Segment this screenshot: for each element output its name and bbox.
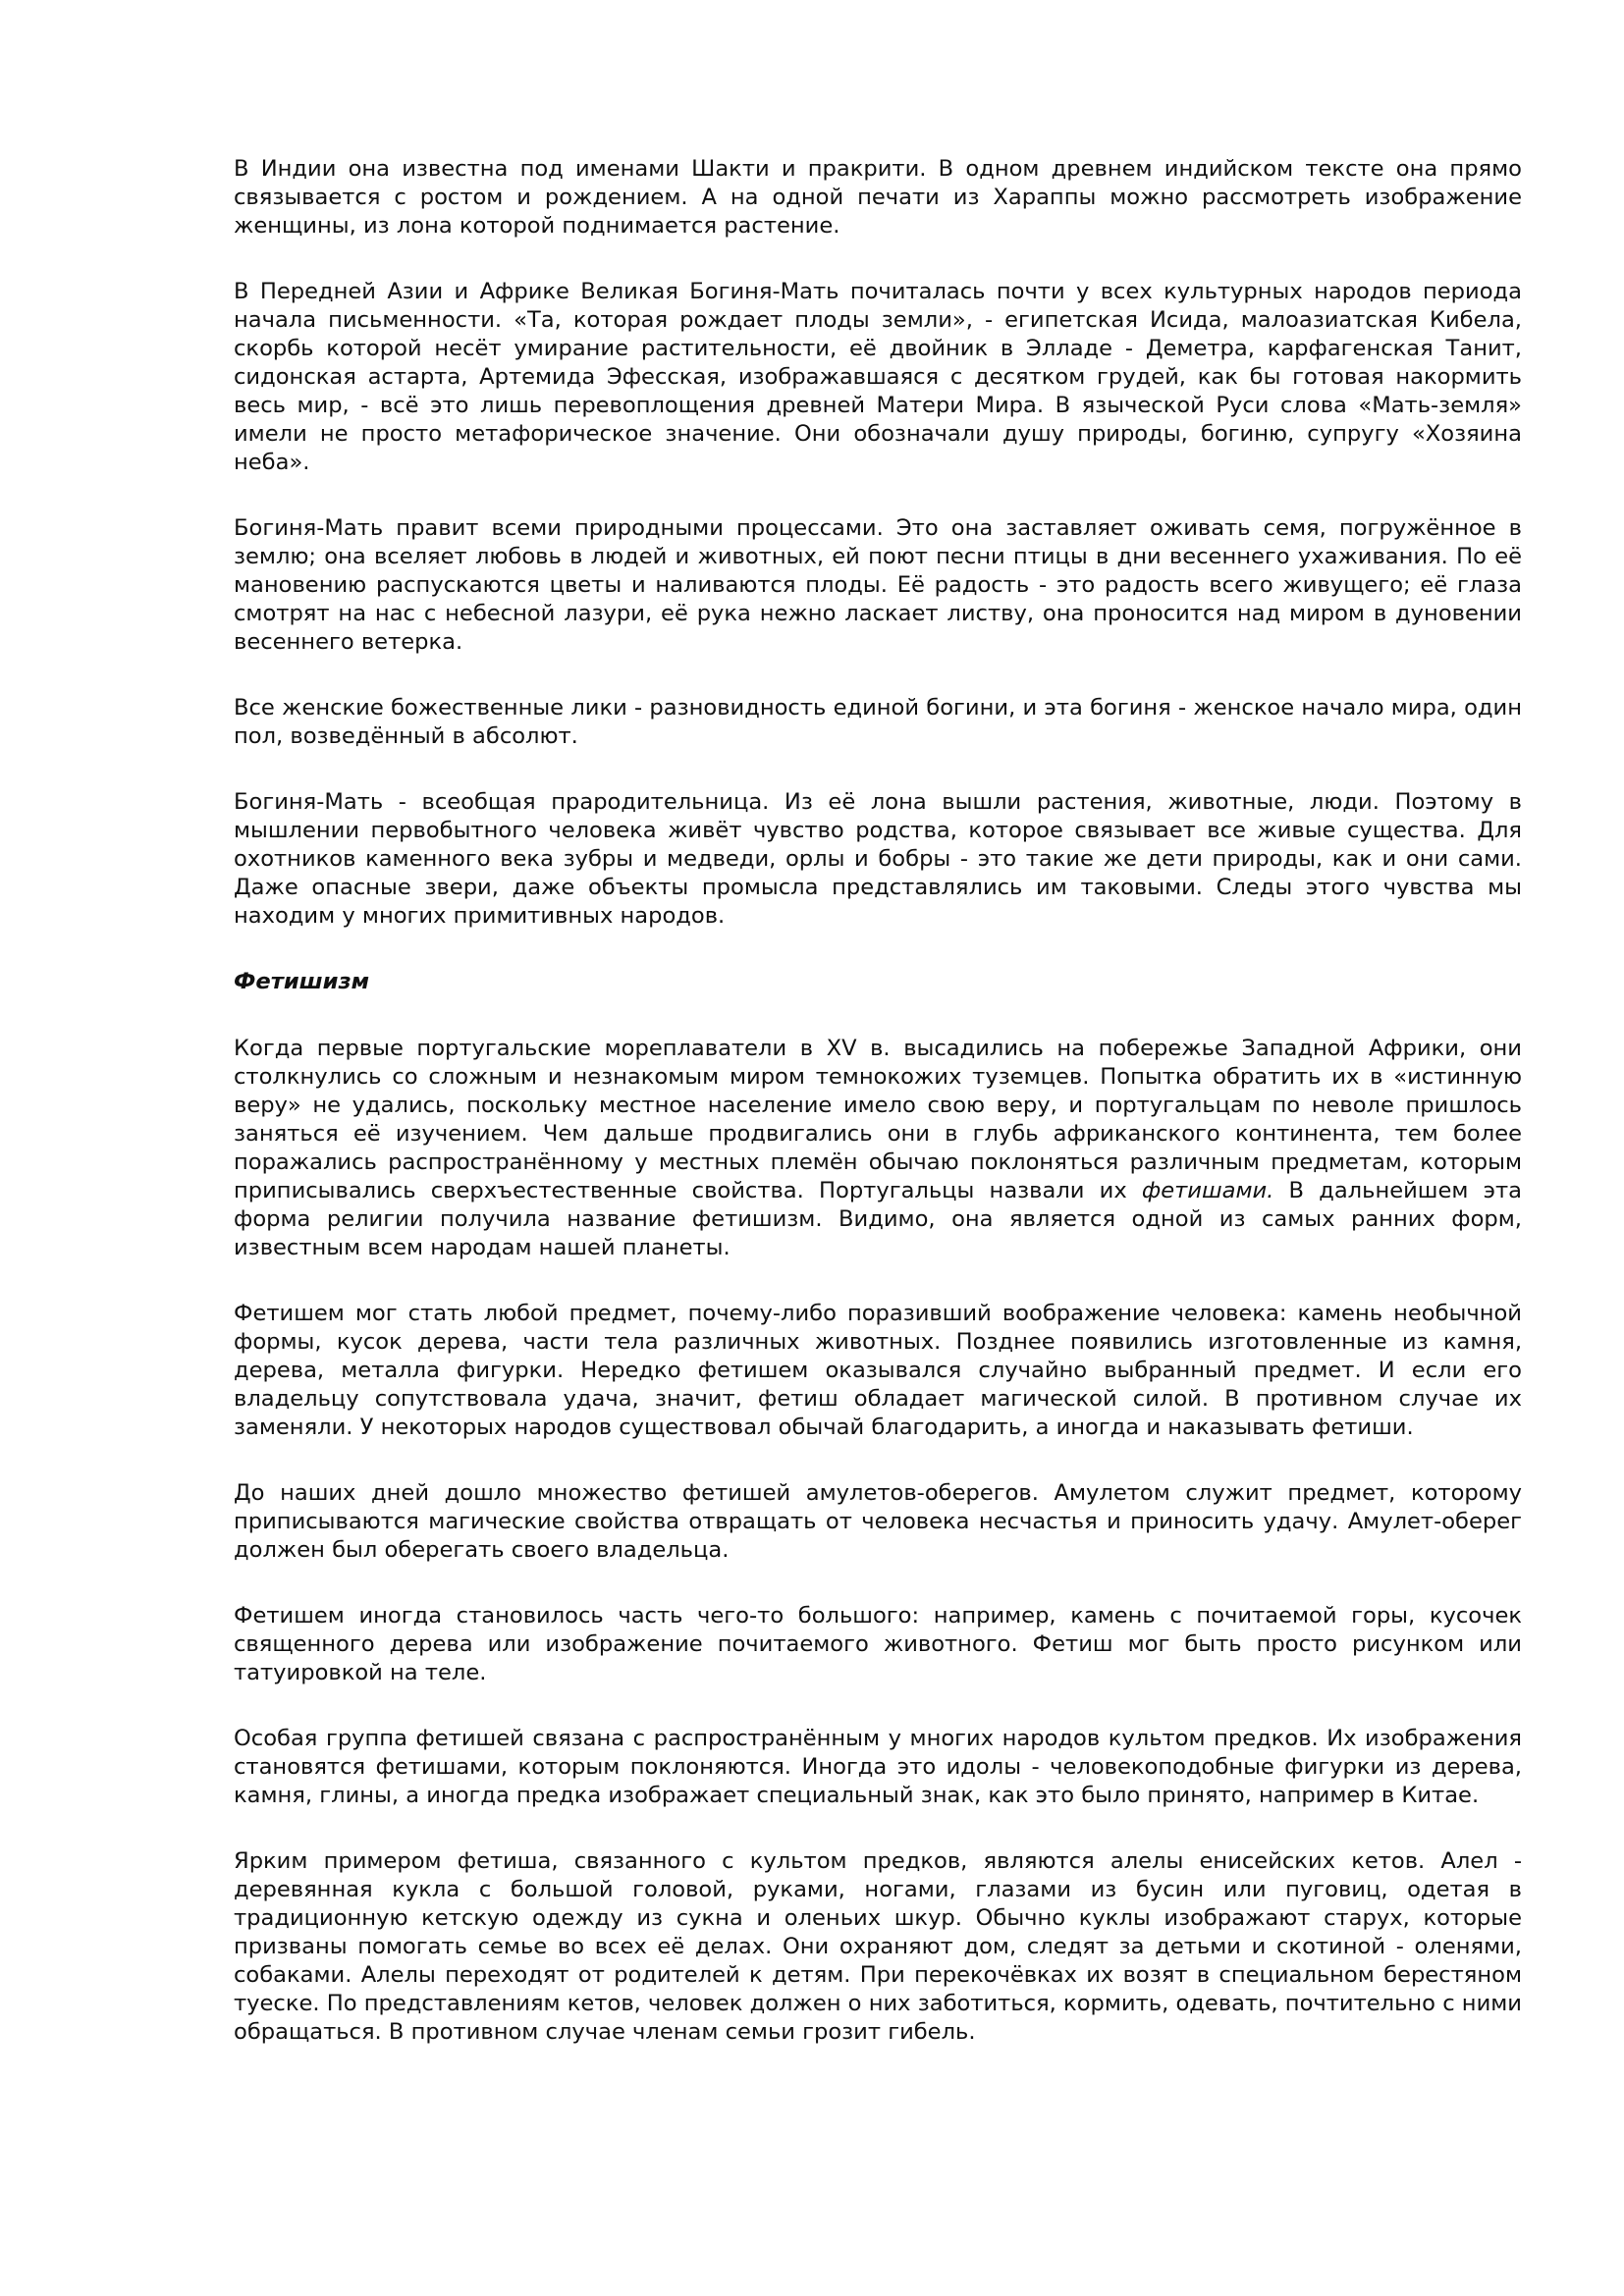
paragraph-part-of-whole: Фетишем иногда становилось часть чего-то большого: например, камень с почитаемой горы, кусочек священного дерева или изображение почитаемого животного. Фетиш мог быть просто рисунком или татуировкой на теле. <box>234 1603 1522 1685</box>
paragraph-ket-alels: Ярким примером фетиша, связанного с культом предков, являются алелы енисейских кетов. Алел - деревянная кукла с большой головой, руками, ногами, глазами из бусин или пуговиц, одетая в традиционную кетскую одежду из сукна и оленьих шкур. Обычно куклы изображают старух, которые призваны помогать семье во всех её делах. Они охраняют дом, следят за детьми и скотиной - оленями, собаками. Алелы переходят от родителей к детям. При перекочёвках их возят в специальном берестяном туеске. По представлениям кетов, человек должен о них заботиться, кормить, одевать, почтительно с ними обращаться. В противном случае членам семьи грозит гибель. <box>234 1848 1522 2045</box>
paragraph-female-faces: Все женские божественные лики - разновидность единой богини, и эта богиня - женское начало мира, один пол, возведённый в абсолют. <box>234 695 1522 749</box>
paragraph-text-start: Когда первые португальские мореплаватели в XV в. высадились на побережье Западной Африки, они столкнулись со сложным и незнакомым миром темнокожих туземцев. Попытка обратить их в «истинную веру» не удались, поскольку местное население имело свою веру, и португальцам по неволе пришлось заняться её изучением. Чем дальше продвигались они в глубь африканского континента, тем более поражались распространённому у местных племён обычаю поклоняться различным предметам, которым приписывались сверхъестественные свойства. Португальцы назвали их <box>234 1036 1522 1203</box>
paragraph-amulets: До наших дней дошло множество фетишей амулетов-оберегов. Амулетом служит предмет, которому приписываются магические свойства отвращать от человека несчастья и приносить удачу. Амулет-оберег должен был оберегать своего владельца. <box>234 1480 1522 1563</box>
document-page <box>234 155 1522 2084</box>
paragraph-natural-processes: Богиня-Мать правит всеми природными процессами. Это она заставляет оживать семя, погружённое в землю; она вселяет любовь в людей и животных, ей поют песни птицы в дни весеннего ухаживания. По её мановению распускаются цветы и наливаются плоды. Её радость - это радость всего живущего; её глаза смотрят на нас с небесной лазури, её рука нежно ласкает листву, она проносится над миром в дуновении весеннего ветерка. <box>234 515 1522 655</box>
paragraph-ancestor-cult: Особая группа фетишей связана с распространённым у многих народов культом предков. Их изображения становятся фетишами, которым поклоняются. Иногда это идолы - человекоподобные фигурки из дерева, камня, глины, а иногда предка изображает специальный знак, как это было принято, например в Китае. <box>234 1726 1522 1808</box>
paragraph-great-mother-goddess: В Передней Азии и Африке Великая Богиня-Мать почиталась почти у всех культурных народов периода начала письменности. «Та, которая рождает плоды земли», - египетская Исида, малоазиатская Кибела, скорбь которой несёт умирание растительности, её двойник в Элладе - Деметра, карфагенская Танит, сидонская астарта, Артемида Эфесская, изображавшаяся с десятком грудей, как бы готовая накормить весь мир, - всё это лишь перевоплощения древней Матери Мира. В языческой Руси слова «Мать-земля» имели не просто метафорическое значение. Они обозначали душу природы, богиню, супругу «Хозяина неба». <box>234 279 1522 475</box>
paragraph-any-object: Фетишем мог стать любой предмет, почему-либо поразивший воображение человека: камень необычной формы, кусок дерева, части тела различных животных. Позднее появились изготовленные из камня, дерева, металла фигурки. Нередко фетишем оказывался случайно выбранный предмет. И если его владельцу сопутствовала удача, значит, фетиш обладает магической силой. В противном случае их заменяли. У некоторых народов существовал обычай благодарить, а иногда и наказывать фетиши. <box>234 1301 1522 1440</box>
paragraph-shakti: В Индии она известна под именами Шакти и пракрити. В одном древнем индийском тексте она прямо связывается с ростом и рождением. А на одной печати из Хараппы можно рассмотреть изображение женщины, из лона которой поднимается растение. <box>234 156 1522 239</box>
section-heading-fetishism: Фетишизм <box>234 969 370 994</box>
paragraph-portuguese-sailors <box>234 1035 1522 1262</box>
paragraph-text-end: В дальнейшем эта форма религии получила название фетишизм. Видимо, она является одной из самых ранних форм, известным всем народам нашей планеты. <box>234 1178 1522 1260</box>
italic-term-fetishes: фетишами. <box>1141 1178 1274 1203</box>
paragraph-kinship: Богиня-Мать - всеобщая прародительница. Из её лона вышли растения, животные, люди. Поэтому в мышлении первобытного человека живёт чувство родства, которое связывает все живые существа. Для охотников каменного века зубры и медведи, орлы и бобры - это такие же дети природы, как и они сами. Даже опасные звери, даже объекты промысла представлялись им таковыми. Следы этого чувства мы находим у многих примитивных народов. <box>234 789 1522 929</box>
